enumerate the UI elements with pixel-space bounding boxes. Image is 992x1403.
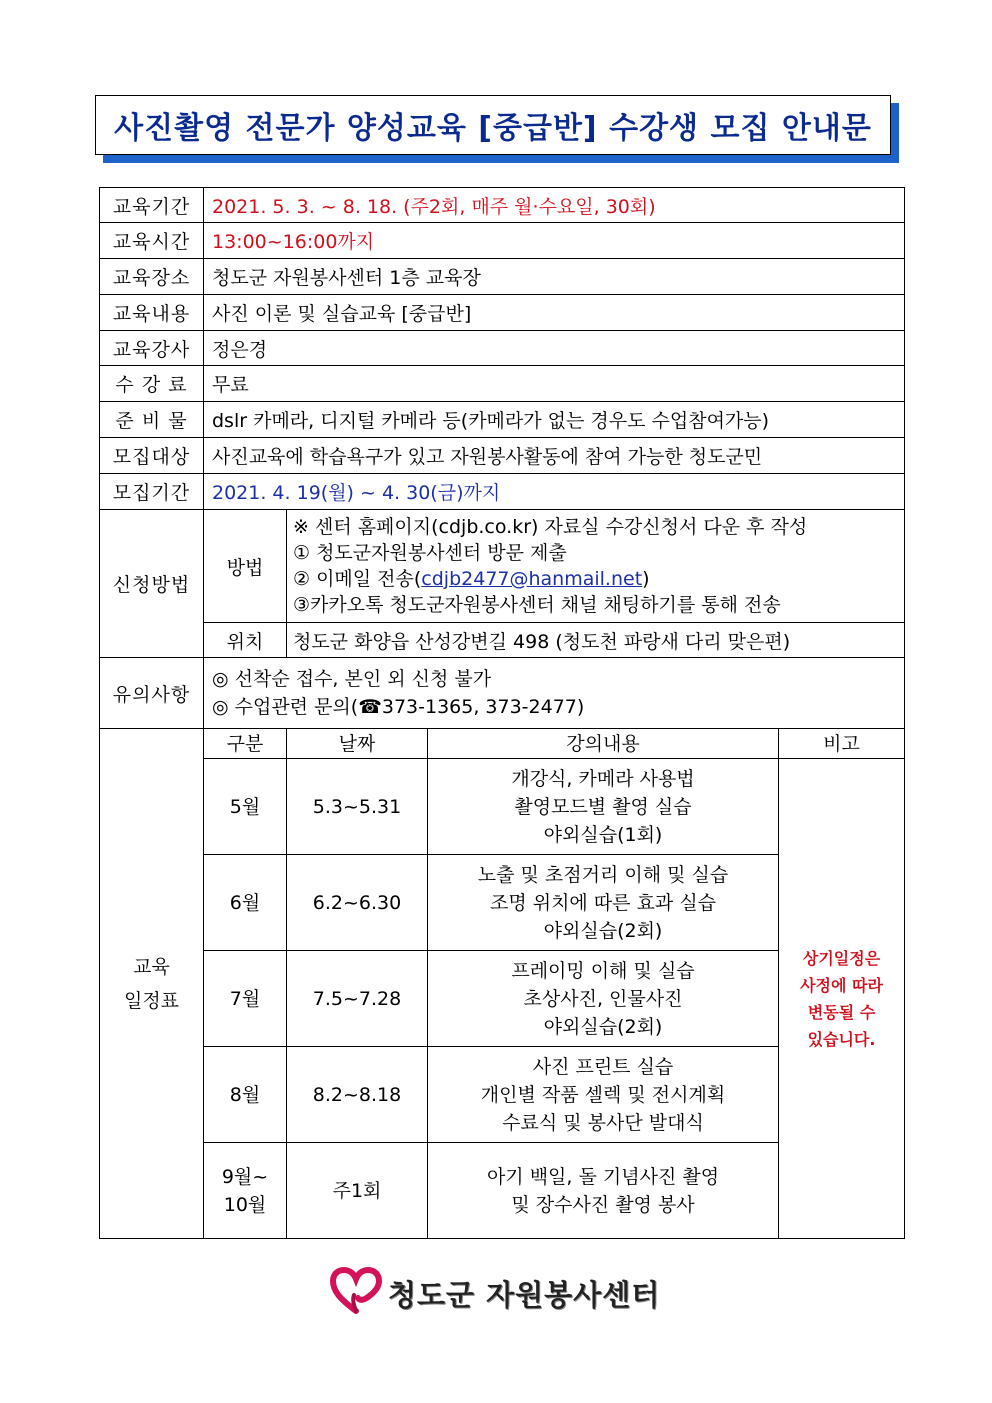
row-value: 2021. 4. 19(월) ~ 4. 30(금)까지 (204, 474, 905, 510)
method-line: ① 청도군자원봉사센터 방문 제출 (293, 542, 567, 564)
schedule-label-line: 교육 (133, 955, 170, 978)
row-value: 무료 (204, 366, 905, 402)
content-line: 개강식, 카메라 사용법 (511, 767, 695, 790)
month-line: 9월~ (221, 1165, 269, 1188)
info-table (99, 187, 905, 1239)
row-label: 수 강 료 (100, 366, 204, 402)
schedule-label (100, 729, 204, 1239)
content-line: 조명 위치에 따른 효과 실습 (489, 891, 717, 914)
row-label: 교육내용 (100, 295, 204, 331)
footer (330, 1268, 660, 1318)
schedule-date: 6.2~6.30 (287, 855, 428, 951)
schedule-month: 7월 (204, 951, 287, 1047)
note-line: 상기일정은 (802, 948, 881, 968)
method-label: 방법 (204, 510, 287, 623)
note-line: 있습니다. (807, 1029, 876, 1049)
schedule-label-line: 일정표 (123, 989, 180, 1012)
header-cell: 날짜 (287, 729, 428, 759)
notice-line: ◎ 수업관련 문의(☎373-1365, 373-2477) (212, 696, 585, 718)
row-supplies (100, 402, 905, 438)
schedule-row (100, 759, 905, 855)
notice-line: ◎ 선착순 접수, 본인 외 신청 불가 (212, 668, 492, 690)
row-fee (100, 366, 905, 402)
location-value: 청도군 화양읍 산성강변길 498 (청도천 파랑새 다리 맞은편) (287, 623, 905, 658)
email-prefix: ② 이메일 전송( (293, 568, 422, 590)
content-line: 및 장수사진 촬영 봉사 (511, 1193, 695, 1216)
schedule-content (428, 1047, 779, 1143)
row-label: 준 비 물 (100, 402, 204, 438)
schedule-month: 6월 (204, 855, 287, 951)
schedule-date: 주1회 (287, 1143, 428, 1239)
header-cell: 강의내용 (428, 729, 779, 759)
content-line: 야외실습(2회) (543, 919, 663, 942)
row-label: 교육강사 (100, 331, 204, 366)
method-line: ※ 센터 홈페이지(cdjb.co.kr) 자료실 수강신청서 다운 후 작성 (293, 516, 808, 538)
footer-org-name: 청도군 자원봉사센터 (388, 1277, 661, 1312)
row-place (100, 259, 905, 295)
method-lines (287, 510, 905, 623)
schedule-header-row (100, 729, 905, 759)
row-target (100, 438, 905, 474)
content-line: 사진 프린트 실습 (532, 1055, 674, 1078)
content-line: 수료식 및 봉사단 발대식 (502, 1111, 704, 1134)
row-value: 정은경 (204, 331, 905, 366)
row-apply-location (100, 623, 905, 658)
schedule-content (428, 855, 779, 951)
row-notice (100, 658, 905, 729)
schedule-date: 7.5~7.28 (287, 951, 428, 1047)
content-line: 촬영모드별 촬영 실습 (514, 795, 692, 818)
schedule-month (204, 1143, 287, 1239)
title-box (95, 95, 891, 155)
row-content (100, 295, 905, 331)
apply-label: 신청방법 (100, 510, 204, 658)
row-instructor (100, 331, 905, 366)
row-period (100, 188, 905, 223)
row-label: 교육시간 (100, 223, 204, 259)
schedule-content (428, 951, 779, 1047)
content-line: 프레이밍 이해 및 실습 (511, 959, 695, 982)
header-cell: 구분 (204, 729, 287, 759)
schedule-month: 8월 (204, 1047, 287, 1143)
schedule-date: 5.3~5.31 (287, 759, 428, 855)
row-apply-method (100, 510, 905, 623)
row-label: 교육기간 (100, 188, 204, 223)
location-label: 위치 (204, 623, 287, 658)
note-line: 변동될 수 (807, 1002, 876, 1022)
method-line: ③카카오톡 청도군자원봉사센터 채널 채팅하기를 통해 전송 (293, 594, 781, 616)
schedule-content (428, 759, 779, 855)
row-label: 모집대상 (100, 438, 204, 474)
schedule-content (428, 1143, 779, 1239)
row-recruit-period (100, 474, 905, 510)
row-value: dslr 카메라, 디지털 카메라 등(카메라가 없는 경우도 수업참여가능) (204, 402, 905, 438)
row-value: 청도군 자원봉사센터 1층 교육장 (204, 259, 905, 295)
notice-lines (204, 658, 905, 729)
schedule-month: 5월 (204, 759, 287, 855)
content-line: 야외실습(2회) (543, 1015, 663, 1038)
row-value: 13:00~16:00까지 (204, 223, 905, 259)
content-line: 야외실습(1회) (543, 823, 663, 846)
email-suffix: ) (642, 568, 650, 590)
method-line-email (293, 566, 898, 592)
row-value: 사진교육에 학습욕구가 있고 자원봉사활동에 참여 가능한 청도군민 (204, 438, 905, 474)
header-cell: 비고 (779, 729, 905, 759)
row-label: 교육장소 (100, 259, 204, 295)
email-link[interactable]: cdjb2477@hanmail.net (421, 568, 643, 590)
content-line: 개인별 작품 셀렉 및 전시계획 (480, 1083, 726, 1106)
heart-ribbon-logo-icon (330, 1267, 382, 1319)
schedule-date: 8.2~8.18 (287, 1047, 428, 1143)
schedule-note (779, 759, 905, 1239)
notice-label: 유의사항 (100, 658, 204, 729)
row-value: 2021. 5. 3. ~ 8. 18. (주2회, 매주 월·수요일, 30회) (204, 188, 905, 223)
content-line: 아기 백일, 돌 기념사진 촬영 (486, 1165, 720, 1188)
page-title: 사진촬영 전문가 양성교육 [중급반] 수강생 모집 안내문 (114, 111, 872, 146)
row-label: 모집기간 (100, 474, 204, 510)
note-line: 사정에 따라 (800, 975, 883, 995)
row-value: 사진 이론 및 실습교육 [중급반] (204, 295, 905, 331)
month-line: 10월 (223, 1193, 267, 1216)
row-time (100, 223, 905, 259)
content-line: 초상사진, 인물사진 (523, 987, 683, 1010)
content-line: 노출 및 초점거리 이해 및 실습 (477, 863, 729, 886)
